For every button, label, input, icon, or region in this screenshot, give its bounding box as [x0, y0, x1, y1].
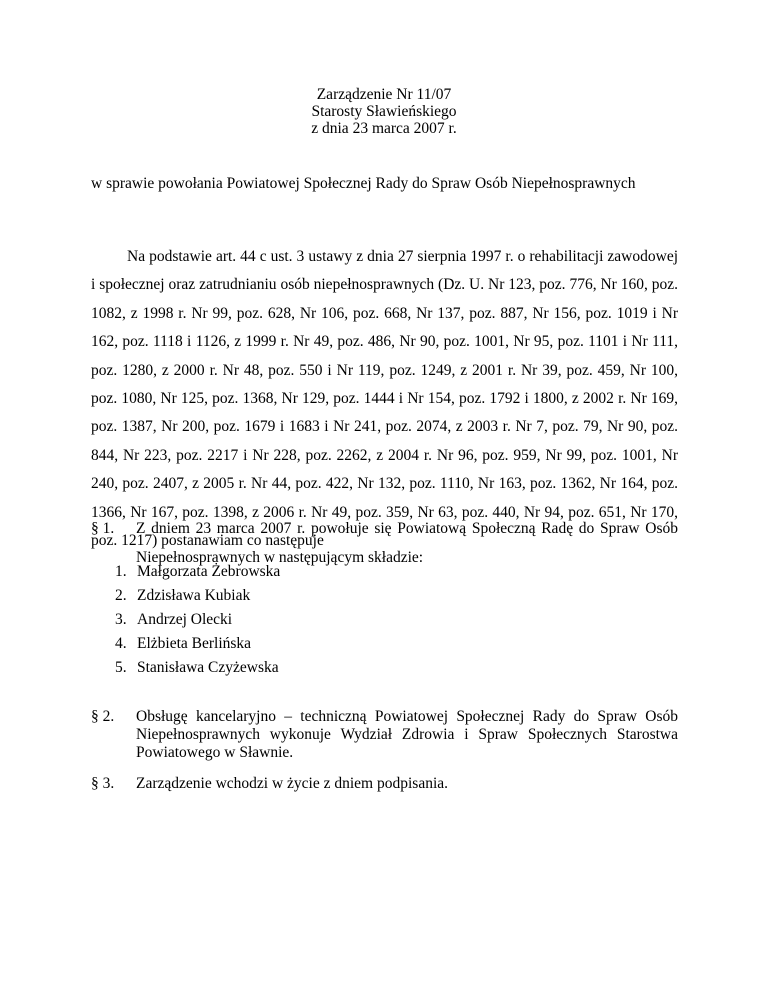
list-item: 1. Małgorzata Żebrowska: [115, 563, 281, 580]
list-item: 2. Zdzisława Kubiak: [115, 587, 251, 604]
member-name: Stanisława Czyżewska: [137, 659, 279, 676]
member-name: Elżbieta Berlińska: [137, 635, 252, 652]
document-header: [0, 86, 768, 137]
paragraph-text: Obsługę kancelaryjno – techniczną Powiatowej Społecznej Rady do Spraw Osób Niepełnosprawnych wykonuje Wydział Zdrowia i Spraw Społecznych Starostwa Powiatowego w Sławnie.: [136, 708, 678, 761]
member-name: Zdzisława Kubiak: [137, 587, 251, 604]
paragraph-text: Zarządzenie wchodzi w życie z dniem podpisania.: [136, 775, 449, 792]
member-name: Andrzej Olecki: [137, 611, 233, 628]
list-item: 3. Andrzej Olecki: [115, 611, 233, 628]
member-name: Małgorzata Żebrowska: [137, 563, 281, 580]
header-title: Zarządzenie Nr 11/07: [316, 86, 452, 103]
header-issuer: Starosty Sławieńskiego: [311, 103, 457, 120]
paragraph-number: § 1.: [91, 520, 115, 537]
header-date: z dnia 23 marca 2007 r.: [311, 120, 457, 137]
legal-basis-paragraph: Na podstawie art. 44 c ust. 3 ustawy z dnia 27 sierpnia 1997 r. o rehabilitacji zawodowej i społecznej oraz zatrudnianiu osób niepełnosprawnych (Dz. U. Nr 123, poz. 776, Nr 160, poz. 1082, z 1998 r. Nr 99, poz. 628, Nr 106, poz. 668, Nr 137, poz. 887, Nr 156, poz. 1019 i Nr 162, poz. 1118 i 1126, z 1999 r. Nr 49, poz. 486, Nr 90, poz. 1001, Nr 95, poz. 1101 i Nr 111, poz. 1280, z 2000 r. Nr 48, poz. 550 i Nr 119, poz. 1249, z 2001 r. Nr 39, poz. 459, Nr 100, poz. 1080, Nr 125, poz. 1368, Nr 129, poz. 1444 i Nr 154, poz. 1792 i 1800, z 2002 r. Nr 169, poz. 1387, Nr 200, poz. 1679 i 1683 i Nr 241, poz. 2074, z 2003 r. Nr 7, poz. 79, Nr 90, poz. 844, Nr 223, poz. 2217 i Nr 228, poz. 2262, z 2004 r. Nr 96, poz. 959, Nr 99, poz. 1001, Nr 240, poz. 2407, z 2005 r. Nr 44, poz. 422, Nr 132, poz. 1110, Nr 163, poz. 1362, Nr 164, poz. 1366, Nr 167, poz. 1398, z 2006 r. Nr 49, poz. 359, Nr 63, poz. 440, Nr 94, poz. 651, Nr 170, poz. 1217) postanawiam co następuje: [91, 248, 678, 550]
council-members-list: [115, 563, 280, 683]
paragraph-number: § 2.: [91, 708, 115, 725]
list-item: 4. Elżbieta Berlińska: [115, 635, 252, 652]
list-item: 5. Stanisława Czyżewska: [115, 659, 279, 676]
paragraph-text: Z dniem 23 marca 2007 r. powołuje się Powiatową Społeczną Radę do Spraw Osób Niepełnosprawnych w następującym składzie:: [136, 520, 678, 566]
document-subject: w sprawie powołania Powiatowej Społecznej Rady do Spraw Osób Niepełnosprawnych: [91, 175, 636, 192]
paragraph-number: § 3.: [91, 775, 115, 792]
